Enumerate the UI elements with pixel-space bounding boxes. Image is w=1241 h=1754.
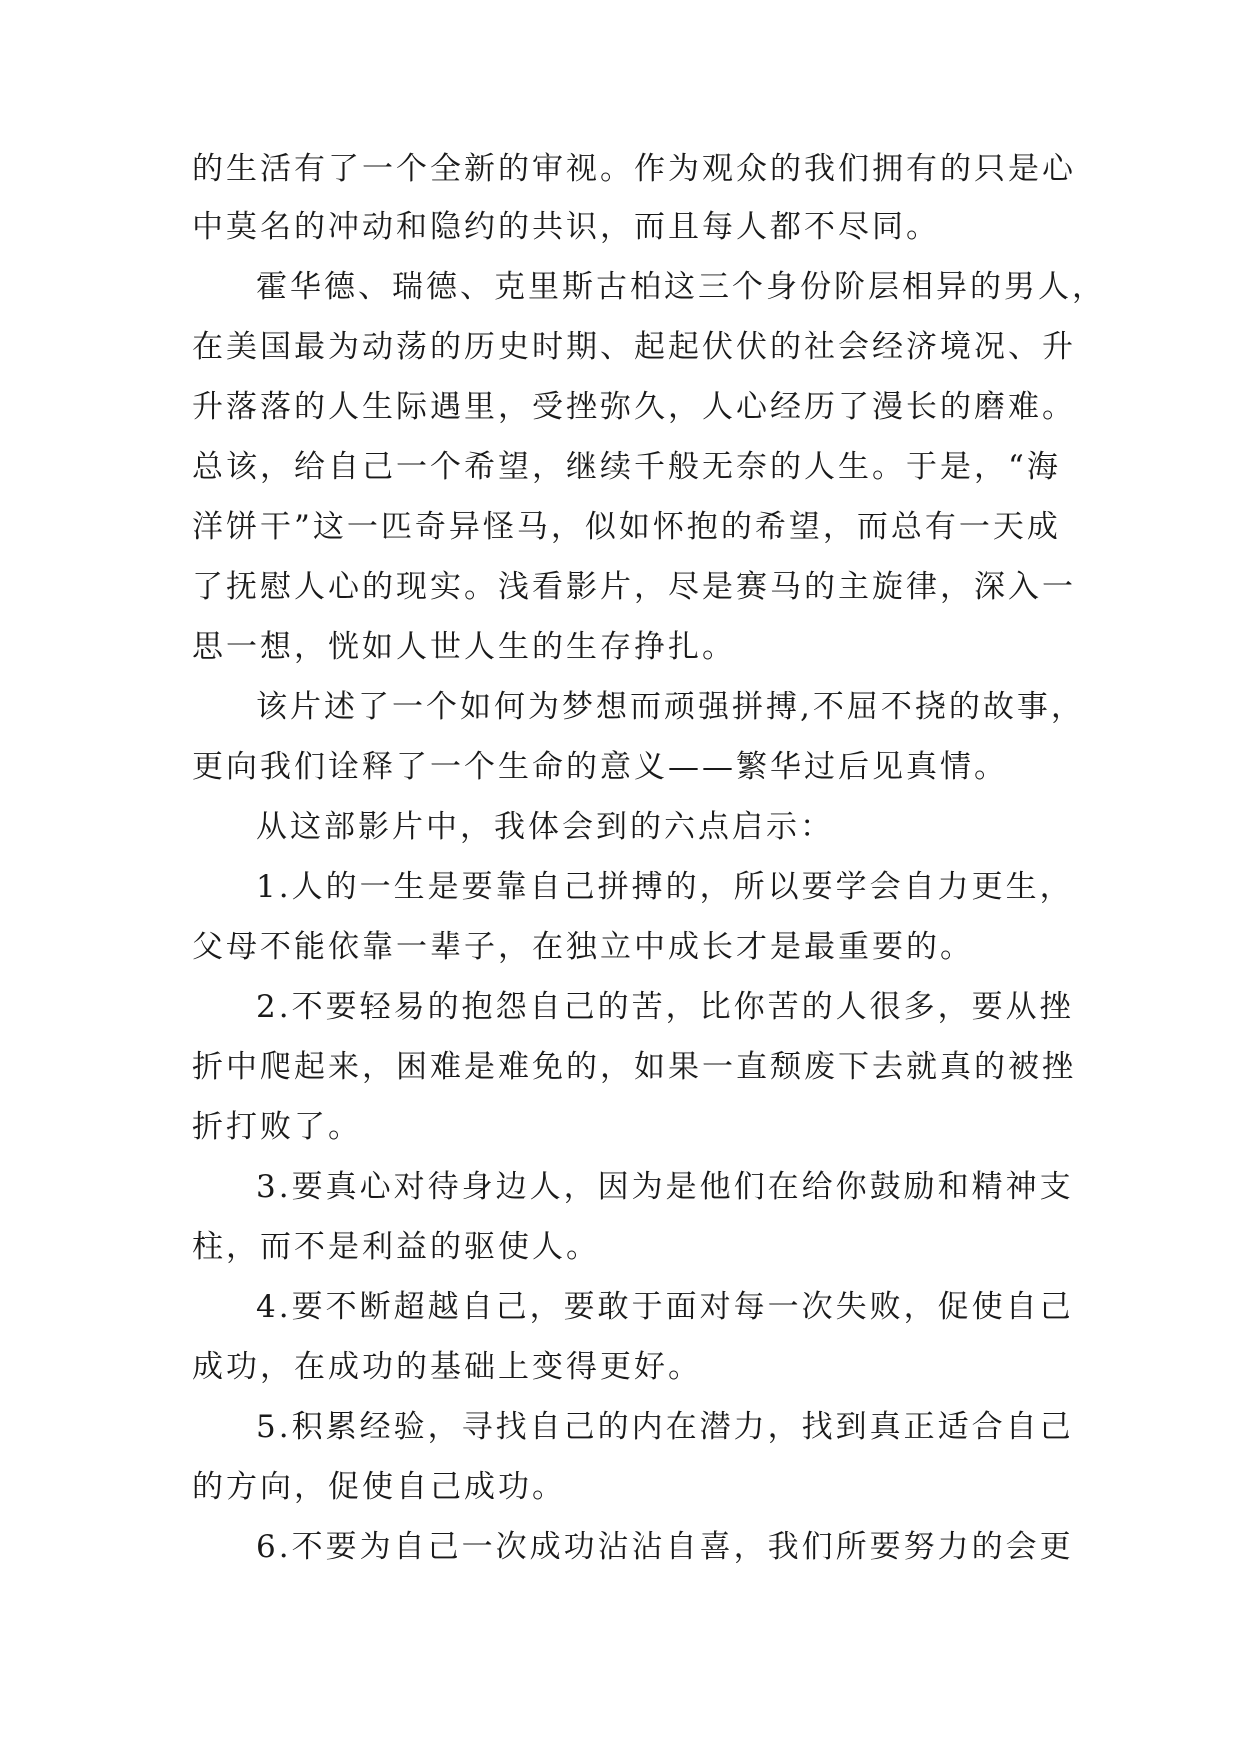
text-line: 更向我们诠释了一个生命的意义——繁华过后见真情。 — [192, 749, 1008, 785]
text-line: 成功，在成功的基础上变得更好。 — [192, 1349, 702, 1385]
paragraph-start-line: 霍华德、瑞德、克里斯古柏这三个身份阶层相异的男人， — [256, 269, 1106, 305]
text-line: 中莫名的冲动和隐约的共识，而且每人都不尽同。 — [192, 209, 940, 245]
text-line: 思一想，恍如人世人生的生存挣扎。 — [192, 629, 736, 665]
text-line: 了抚慰人心的现实。浅看影片，尽是赛马的主旋律，深入一 — [192, 569, 1076, 605]
text-line: 父母不能依靠一辈子，在独立中成长才是最重要的。 — [192, 929, 974, 965]
text-line: 的生活有了一个全新的审视。作为观众的我们拥有的只是心 — [192, 151, 1076, 187]
list-item-5: 5.积累经验，寻找自己的内在潜力，找到真正适合自己 — [256, 1409, 1074, 1445]
text-line: 洋饼干”这一匹奇异怪马，似如怀抱的希望，而总有一天成 — [192, 509, 1061, 545]
list-item-4: 4.要不断超越自己，要敢于面对每一次失败，促使自己 — [256, 1289, 1074, 1325]
text-line: 折打败了。 — [192, 1109, 362, 1145]
text-line: 总该，给自己一个希望，继续千般无奈的人生。于是，“海 — [192, 449, 1061, 485]
list-item-6: 6.不要为自己一次成功沾沾自喜，我们所要努力的会更 — [256, 1529, 1074, 1565]
text-line: 升落落的人生际遇里，受挫弥久，人心经历了漫长的磨难。 — [192, 389, 1076, 425]
list-item-1: 1.人的一生是要靠自己拼搏的，所以要学会自力更生， — [256, 869, 1074, 905]
list-item-2: 2.不要轻易的抱怨自己的苦，比你苦的人很多，要从挫 — [256, 989, 1074, 1025]
text-line: 折中爬起来，困难是难免的，如果一直颓废下去就真的被挫 — [192, 1049, 1076, 1085]
text-line: 的方向，促使自己成功。 — [192, 1469, 566, 1505]
paragraph-start-line: 从这部影片中，我体会到的六点启示： — [256, 809, 834, 845]
text-line: 在美国最为动荡的历史时期、起起伏伏的社会经济境况、升 — [192, 329, 1076, 365]
text-line: 柱，而不是利益的驱使人。 — [192, 1229, 600, 1265]
paragraph-start-line: 该片述了一个如何为梦想而顽强拼搏,不屈不挠的故事， — [256, 689, 1085, 725]
list-item-3: 3.要真心对待身边人，因为是他们在给你鼓励和精神支 — [256, 1169, 1074, 1205]
